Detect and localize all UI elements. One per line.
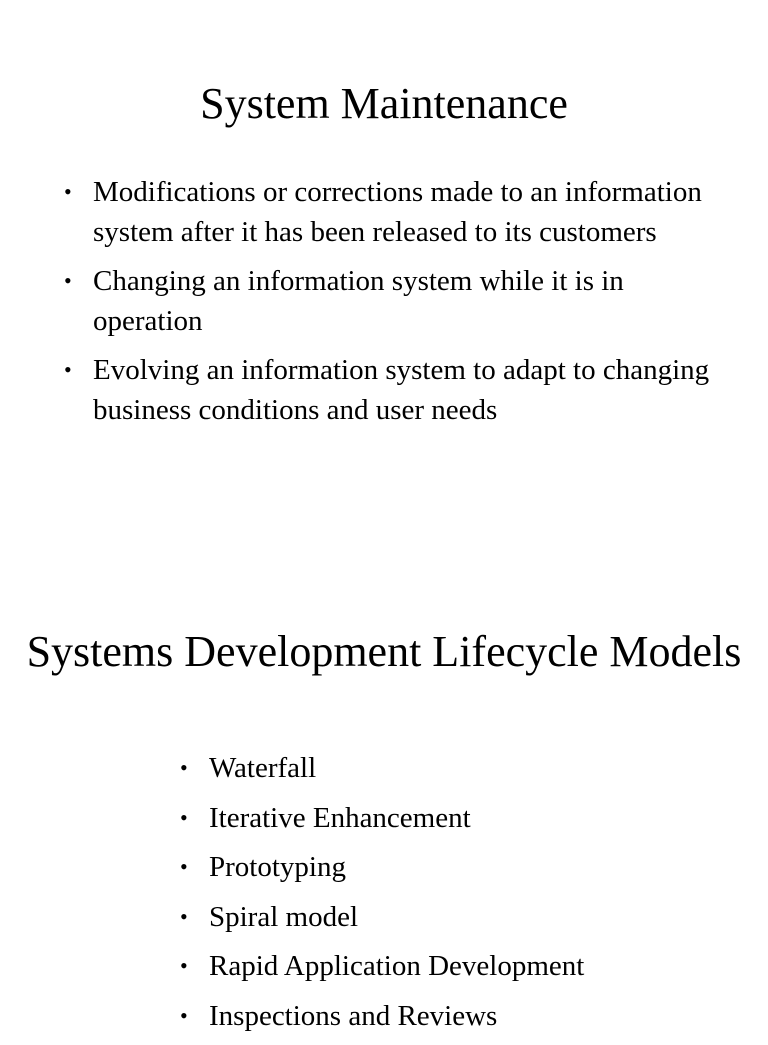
bullet-item <box>180 996 740 1036</box>
bullet-item <box>180 748 740 788</box>
bullet-icon: • <box>180 903 188 929</box>
bullet-icon: • <box>64 179 72 204</box>
bullet-item <box>180 798 740 838</box>
bullet-item <box>180 897 740 937</box>
bullet-item <box>64 350 714 430</box>
bullet-text: Iterative Enhancement <box>209 801 471 834</box>
bullet-item <box>64 261 714 341</box>
bullet-icon: • <box>180 804 188 830</box>
bullet-list <box>64 172 714 439</box>
bullet-list <box>180 748 740 1045</box>
slide-system-maintenance <box>0 0 768 512</box>
slide-title: System Maintenance <box>200 79 568 128</box>
bullet-text: Prototyping <box>209 851 346 883</box>
bullet-text: Waterfall <box>209 752 317 784</box>
bullet-icon: • <box>180 755 188 780</box>
bullet-text: Rapid Application Development <box>209 950 585 982</box>
bullet-icon: • <box>180 953 188 978</box>
bullet-text: Evolving an information system to adapt to changing business conditions and user needs <box>93 354 710 426</box>
bullet-text: Changing an information system while it is in operation <box>93 265 624 337</box>
bullet-text: Spiral model <box>209 900 359 933</box>
bullet-icon: • <box>64 268 72 293</box>
bullet-item <box>64 172 714 252</box>
slide-sdlc-models <box>0 512 768 1032</box>
bullet-icon: • <box>180 854 188 879</box>
slide-title: Systems Development Lifecycle Models <box>26 627 742 676</box>
bullet-text: Modifications or corrections made to an information system after it has been released to its customers <box>93 176 702 248</box>
bullet-text: Inspections and Reviews <box>209 999 498 1032</box>
bullet-icon: • <box>64 357 72 382</box>
bullet-item <box>180 946 740 986</box>
bullet-icon: • <box>180 1002 188 1028</box>
bullet-item <box>180 847 740 887</box>
